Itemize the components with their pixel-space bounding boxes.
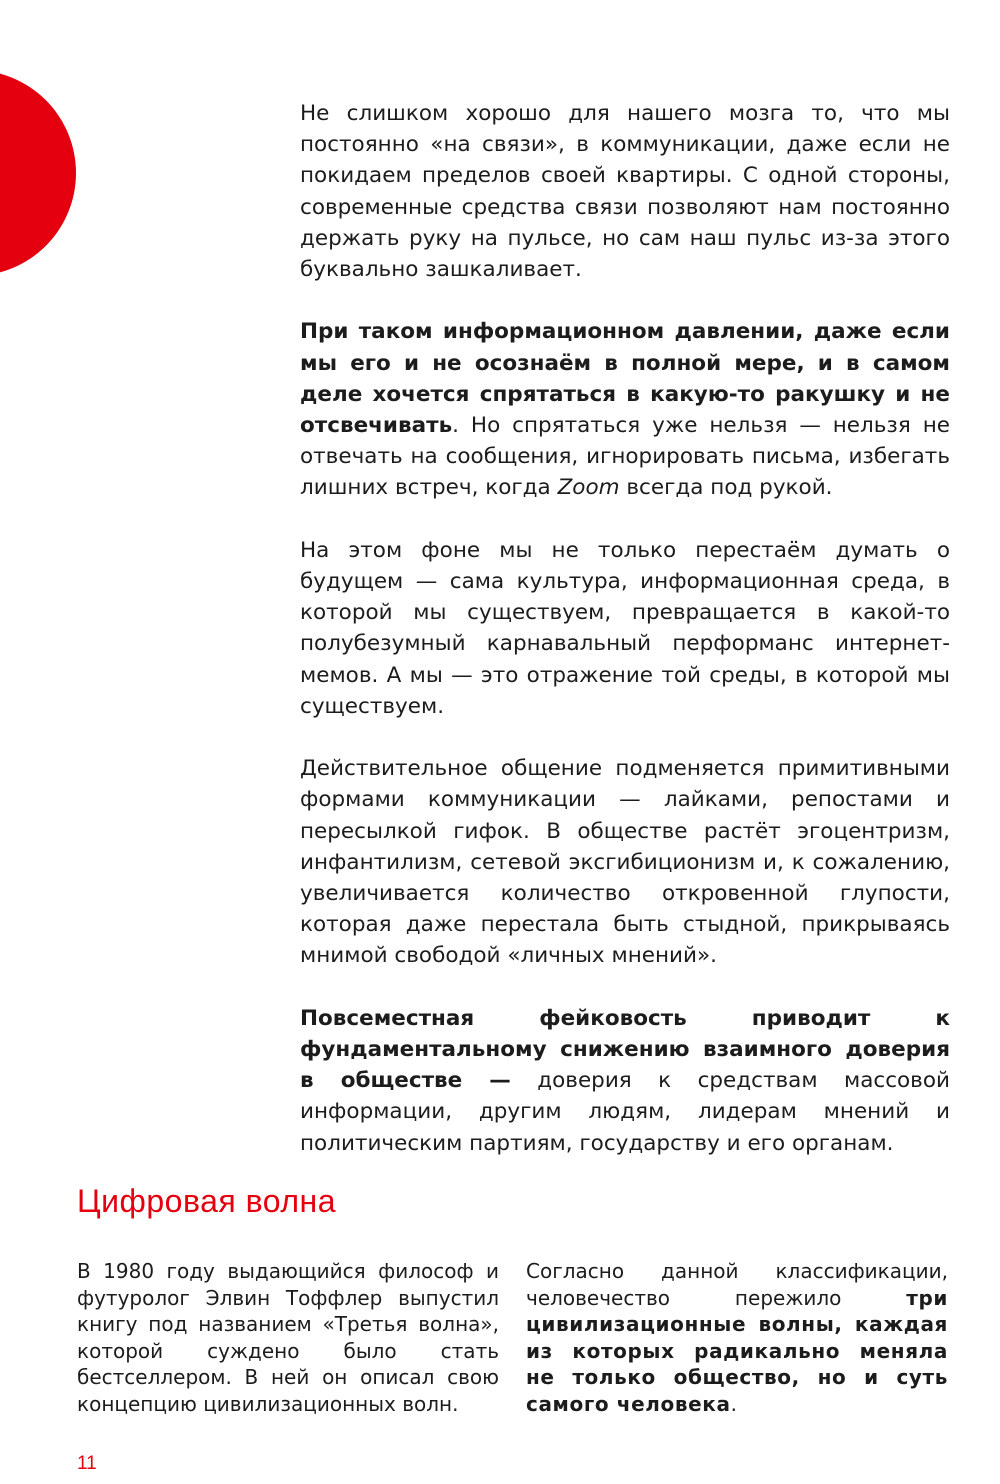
right-column-text (526, 1258, 948, 1418)
paragraph-2 (300, 316, 950, 503)
right-column-start: Согласно данной классификации, человечество пережило (526, 1259, 948, 1310)
right-column-end: . (730, 1391, 737, 1416)
paragraph-5 (300, 1003, 950, 1159)
paragraph-3: На этом фоне мы не только перестаём думать о будущем — сама культура, информационная среда, в которой мы существуем, превращается в какой-то полубезумный карнавальный перформанс интернет-мемов. А мы — это отражение той среды, в которой мы существуем. (300, 537, 950, 719)
paragraph-5-bold: Повсеместная фейковость приводит к фундаментальному снижению взаимного доверия в обществе — (300, 1005, 950, 1094)
right-column-bold: три цивилизационные волны, каждая из которых радикально меняла не только общество, но и суть самого человека (526, 1285, 948, 1416)
paragraph-2-text-end: всегда под рукой. (619, 475, 833, 501)
paragraph-5-text: доверия к средствам массовой информации, другим людям, лидерам мнений и политическим партиям, государству и его органам. (300, 1068, 950, 1156)
paragraph-2-text: . Но спрятаться уже нельзя — нельзя не отвечать на сообщения, игнорировать письма, избегать лишних встреч, когда (300, 413, 950, 501)
left-column-text: В 1980 году выдающийся философ и футуролог Элвин Тоффлер выпустил книгу под названием «Третья волна», которой суждено было стать бестселлером. В ней он описал свою концепцию цивилизационных волн. (77, 1259, 499, 1416)
page-number: 11 (77, 1453, 97, 1474)
decorative-red-circle (0, 70, 76, 276)
paragraph-2-bold: При таком информационном давлении, даже если мы его и не осознаём в полной мере, и в самом деле хочется спрятаться в какую-то ракушку и не отсвечивать (300, 319, 950, 439)
paragraph-2-italic: Zoom (557, 475, 620, 501)
paragraph-4: Действительное общение подменяется примитивными формами коммуникации — лайками, репостами и пересылкой гифок. В обществе растёт эгоцентризм, инфантилизм, сетевой эксгибиционизм и, к сожалению, увеличивается количество откровенной глупости, которая даже перестала быть стыдной, прикрываясь мнимой свободой «личных мнений». (300, 756, 950, 969)
main-text-column (300, 98, 950, 1190)
section-title: Цифровая волна (77, 1183, 336, 1219)
paragraph-1: Не слишком хорошо для нашего мозга то, что мы постоянно «на связи», в коммуникации, даже если не покидаем пределов своей квартиры. С одной стороны, современные средства связи позволяют нам постоянно держать руку на пульсе, но сам наш пульс из-за этого буквально зашкаливает. (300, 101, 950, 283)
